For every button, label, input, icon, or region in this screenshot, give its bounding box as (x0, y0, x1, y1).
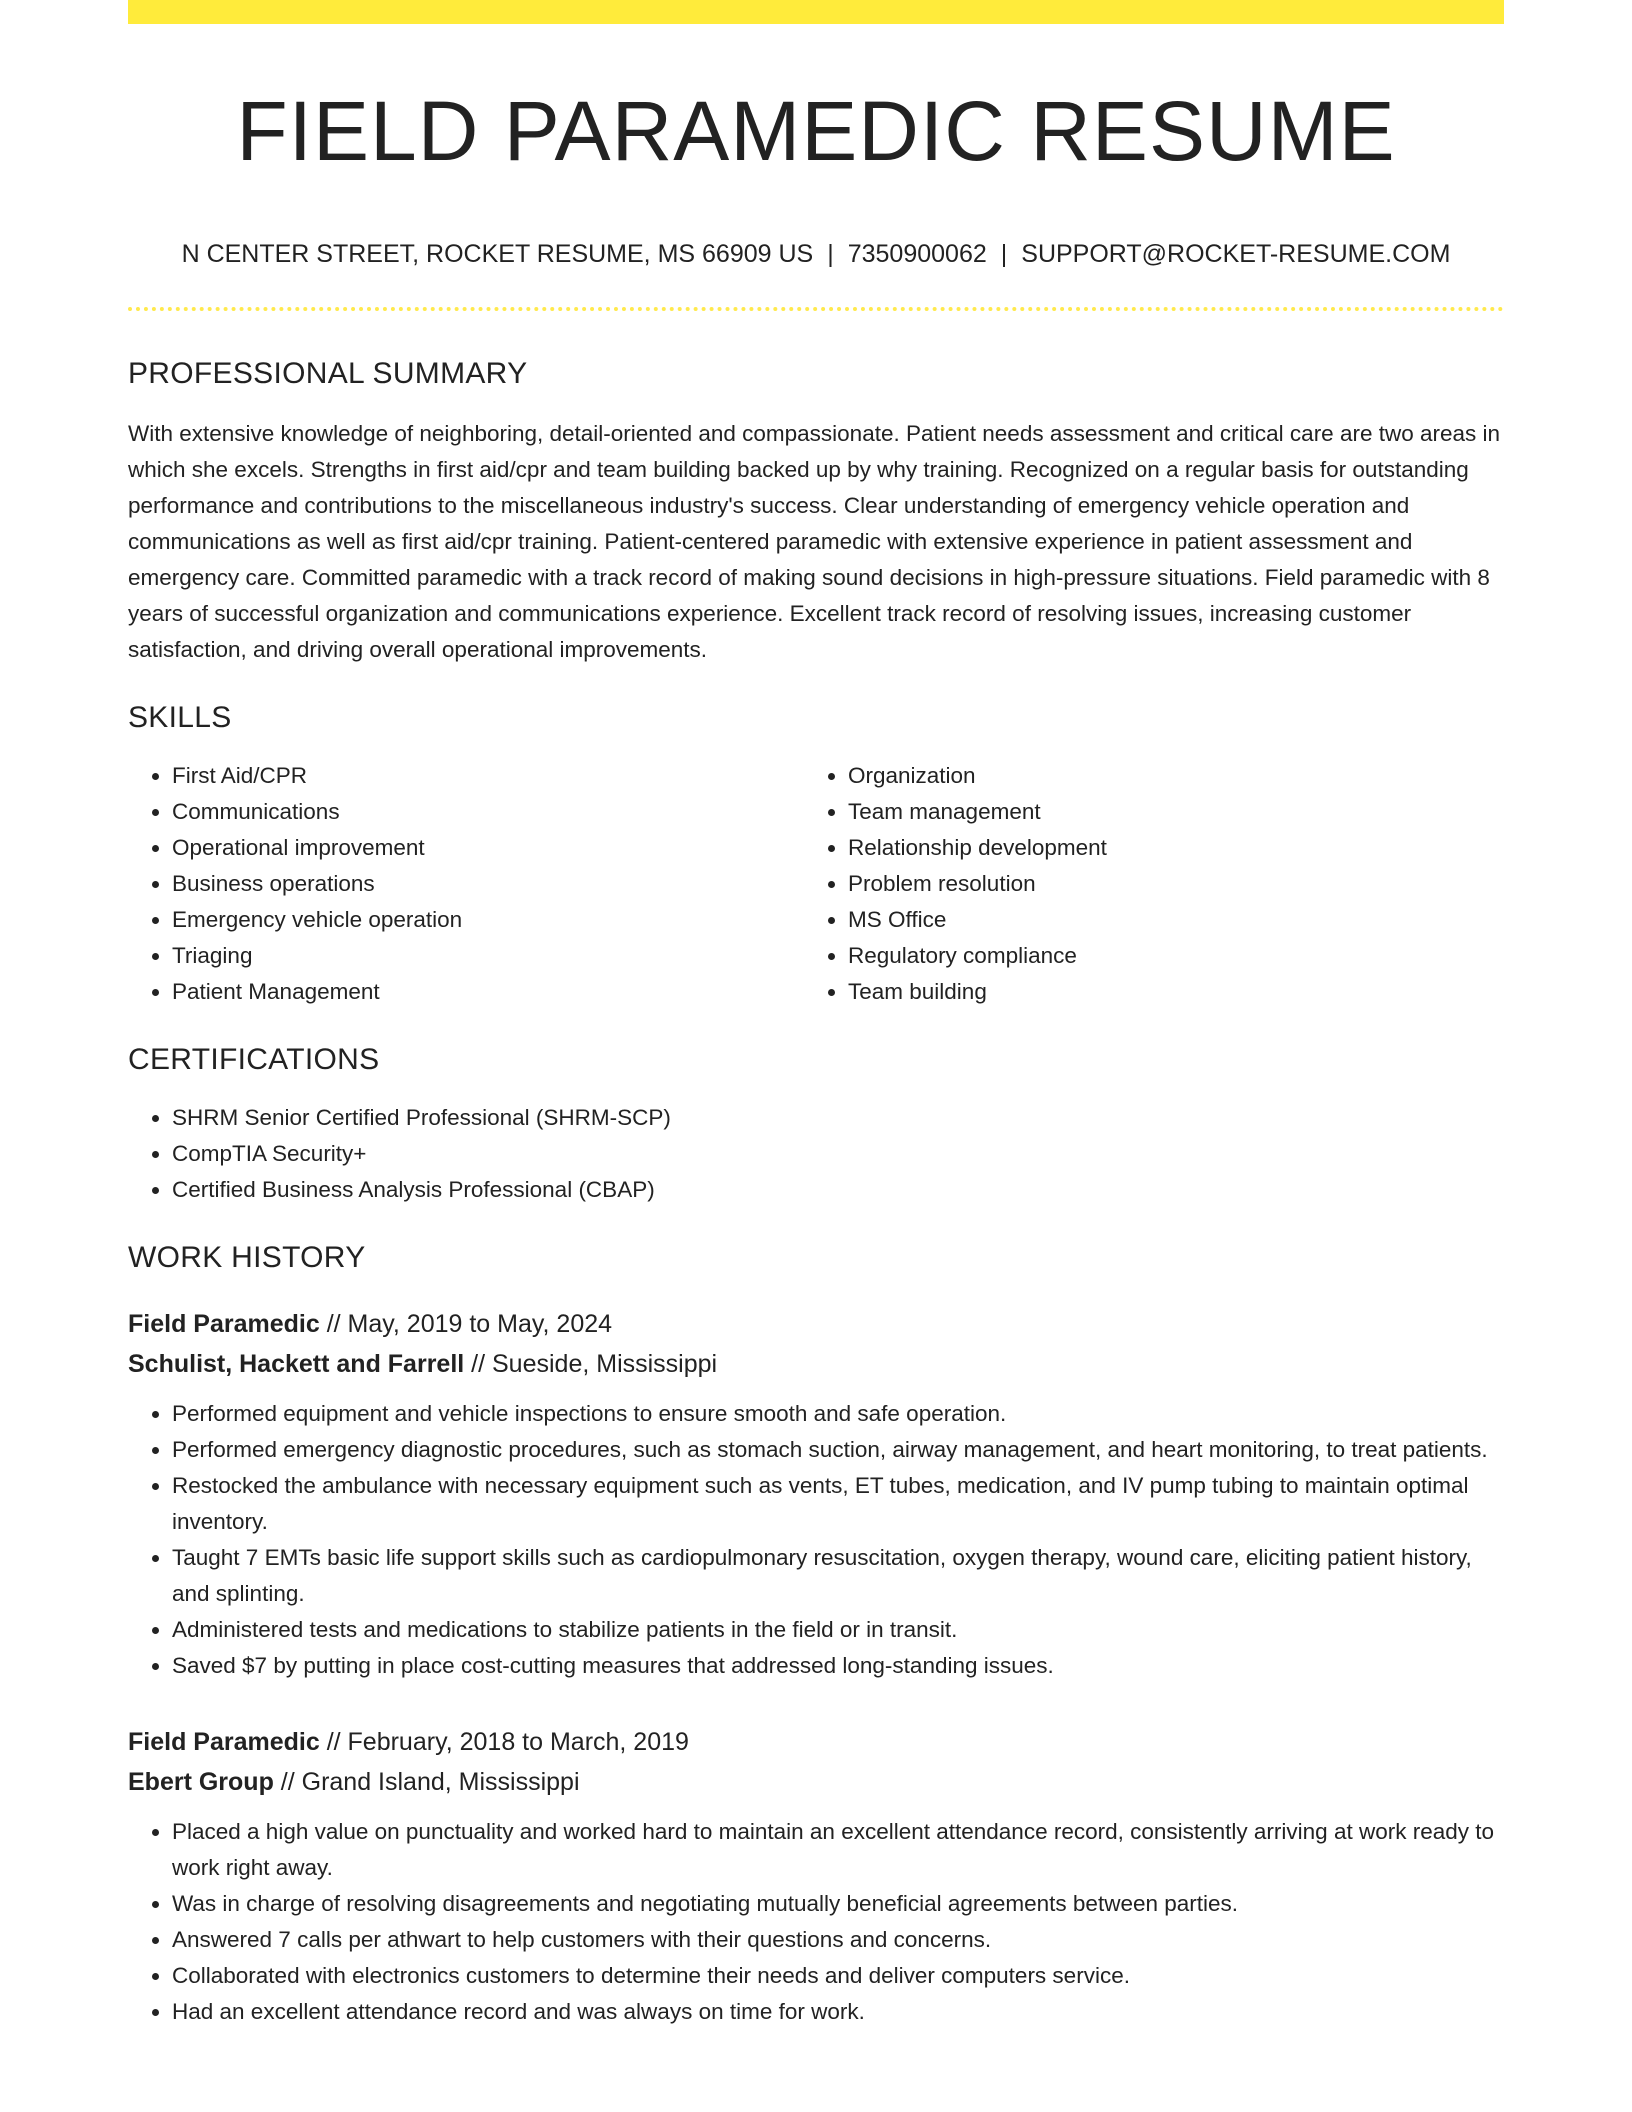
summary-heading: PROFESSIONAL SUMMARY (128, 357, 528, 390)
summary-section (128, 350, 1504, 668)
work-history-heading: WORK HISTORY (128, 1241, 366, 1274)
work-history-section (128, 1234, 1504, 2030)
skills-grid (128, 758, 1504, 1010)
skill-item: • Operational improvement (172, 830, 804, 866)
skill-item: • MS Office (848, 902, 1480, 938)
job-title: Field Paramedic (128, 1310, 320, 1338)
skill-item: • Regulatory compliance (848, 938, 1480, 974)
skills-section (128, 694, 1504, 1010)
resume-title: FIELD PARAMEDIC RESUME (236, 84, 1396, 178)
phone: 7350900062 (847, 240, 987, 268)
skill-item: • Emergency vehicle operation (172, 902, 804, 938)
job-bullet: • Performed equipment and vehicle inspections to ensure smooth and safe operation. (172, 1396, 1504, 1432)
certification-item: • Certified Business Analysis Professional (CBAP) (172, 1172, 1504, 1208)
job-entry (128, 1722, 1504, 2030)
job-dates: // February, 2018 to March, 2019 (319, 1728, 689, 1756)
certifications-section (128, 1036, 1504, 1208)
job-bullets (128, 1814, 1504, 2030)
job-bullet: • Administered tests and medications to stabilize patients in the field or in transit. (172, 1612, 1504, 1648)
dotted-divider (128, 307, 1504, 311)
job-dates: // May, 2019 to May, 2024 (319, 1310, 613, 1338)
job-title-line (128, 1304, 1504, 1344)
job-company: Ebert Group (128, 1768, 274, 1796)
skill-item: • Relationship development (848, 830, 1480, 866)
certifications-heading: CERTIFICATIONS (128, 1043, 380, 1076)
job-bullet: • Answered 7 calls per athwart to help customers with their questions and concerns. (172, 1922, 1504, 1958)
job-location: // Grand Island, Mississippi (273, 1768, 580, 1796)
job-entry (128, 1304, 1504, 1684)
summary-text: With extensive knowledge of neighboring, detail-oriented and compassionate. Patient needs assessment and critical care are two areas in which she excels. Strengths in first aid/cpr and team building backed up by why training. Recognized on a regular basis for outstanding performance and contributions to the miscellaneous industry's success. Clear understanding of emergency vehicle operation and communications as well as first aid/cpr training. Patient-centered paramedic with extensive experience in patient assessment and emergency care. Committed paramedic with a track record of making sound decisions in high-pressure situations. Field paramedic with 8 years of successful organization and communications experience. Excellent track record of resolving issues, increasing customer satisfaction, and driving overall operational improvements. (128, 421, 1501, 662)
skill-item: • Team building (848, 974, 1480, 1010)
address: N CENTER STREET, ROCKET RESUME, MS 66909 US (181, 240, 814, 268)
job-bullet: • Was in charge of resolving disagreements and negotiating mutually beneficial agreements between parties. (172, 1886, 1504, 1922)
job-bullet: • Had an excellent attendance record and was always on time for work. (172, 1994, 1504, 2030)
skills-heading: SKILLS (128, 701, 232, 734)
job-company-line (128, 1762, 1504, 1802)
skill-item: • Business operations (172, 866, 804, 902)
skill-item: • Organization (848, 758, 1480, 794)
certifications-list (128, 1100, 1504, 1208)
accent-top-bar (128, 0, 1504, 24)
job-bullet: • Collaborated with electronics customers to determine their needs and deliver computers service. (172, 1958, 1504, 1994)
email-link[interactable]: SUPPORT@ROCKET-RESUME.COM (1021, 240, 1451, 268)
job-title-line (128, 1722, 1504, 1762)
job-title: Field Paramedic (128, 1728, 320, 1756)
separator: | (1000, 240, 1008, 268)
skills-list-left (128, 758, 804, 1010)
job-bullet: • Restocked the ambulance with necessary equipment such as vents, ET tubes, medication, and IV pump tubing to maintain optimal inventory. (172, 1468, 1504, 1540)
contact-line (128, 236, 1504, 272)
job-bullet: • Taught 7 EMTs basic life support skills such as cardiopulmonary resuscitation, oxygen therapy, wound care, eliciting patient history, and splinting. (172, 1540, 1504, 1612)
skill-item: • Problem resolution (848, 866, 1480, 902)
job-bullet: • Placed a high value on punctuality and worked hard to maintain an excellent attendance record, consistently arriving at work ready to work right away. (172, 1814, 1504, 1886)
job-company: Schulist, Hackett and Farrell (128, 1350, 465, 1378)
job-bullet: • Saved $7 by putting in place cost-cutting measures that addressed long-standing issues. (172, 1648, 1504, 1684)
separator: | (827, 240, 834, 268)
resume-body (128, 350, 1504, 2030)
skill-item: • First Aid/CPR (172, 758, 804, 794)
certification-item: • CompTIA Security+ (172, 1136, 1504, 1172)
skill-item: • Communications (172, 794, 804, 830)
certification-item: • SHRM Senior Certified Professional (SHRM-SCP) (172, 1100, 1504, 1136)
job-bullets (128, 1396, 1504, 1684)
job-location: // Sueside, Mississippi (464, 1350, 718, 1378)
job-bullet: • Performed emergency diagnostic procedures, such as stomach suction, airway management, and heart monitoring, to treat patients. (172, 1432, 1504, 1468)
skill-item: • Triaging (172, 938, 804, 974)
skill-item: • Team management (848, 794, 1480, 830)
skills-list-right (804, 758, 1480, 1010)
skill-item: • Patient Management (172, 974, 804, 1010)
job-company-line (128, 1344, 1504, 1384)
